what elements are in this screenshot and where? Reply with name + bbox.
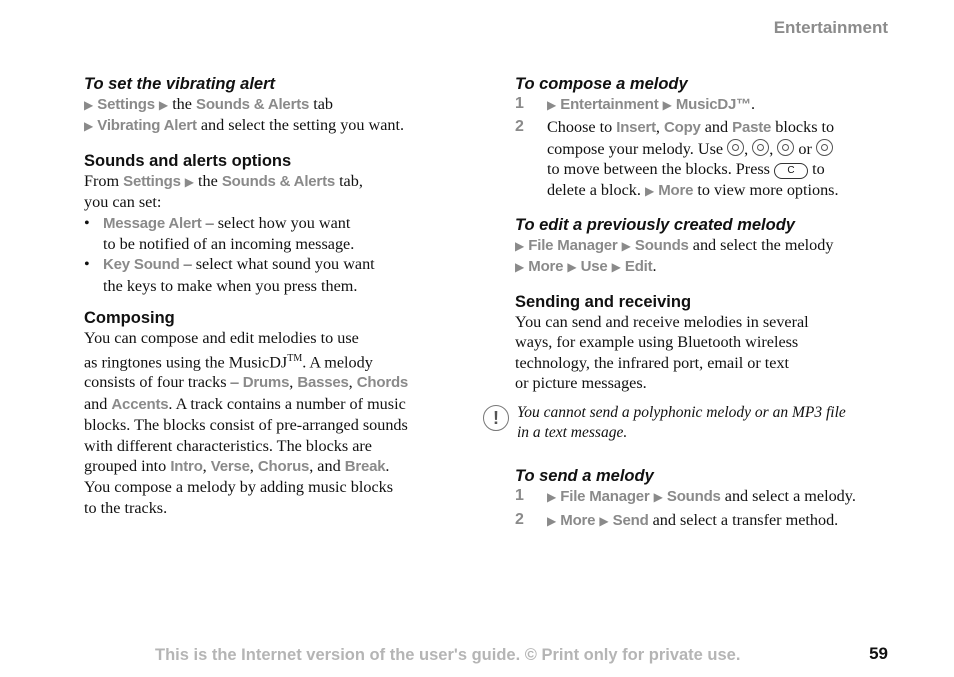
term-insert: Insert (616, 119, 656, 137)
arrow-icon: ▶ (84, 119, 94, 134)
compose-step-2: 2 Choose to Insert, Copy and Paste blocks to compose your melody. Use , , or to move between the blocks. Press C to delete a block. ▶ More to view more options. (515, 117, 890, 201)
menu-file-manager: File Manager (528, 237, 618, 255)
nav-up-icon (777, 139, 794, 156)
send-melody-heading: To send a melody (515, 467, 654, 486)
text: . A track contains a number of music (168, 394, 406, 413)
term-message-alert: Message Alert (103, 214, 202, 232)
term-chords: Chords (356, 374, 409, 392)
text: to view more options. (697, 180, 839, 199)
term-key-sound: Key Sound (103, 256, 180, 274)
options-heading: Sounds and alerts options (84, 151, 292, 170)
text: as ringtones using the MusicDJ (84, 353, 288, 372)
text: the (198, 171, 218, 190)
text: You can compose and edit melodies to use (84, 329, 359, 348)
arrow-icon: ▶ (611, 260, 621, 275)
text: delete a block. (547, 180, 641, 199)
text: You can send and receive melodies in several (515, 312, 809, 331)
text: to the tracks. (84, 498, 168, 517)
step-number: 2 (515, 118, 524, 136)
menu-edit: Edit (624, 258, 653, 276)
arrow-icon: ▶ (599, 513, 609, 528)
text: grouped into (84, 457, 167, 476)
text: – select what sound you want (183, 255, 375, 274)
note-box (483, 403, 890, 442)
menu-use: Use (580, 258, 608, 276)
arrow-icon: ▶ (547, 98, 557, 112)
text: and (84, 394, 108, 413)
footer-notice: This is the Internet version of the user's guide. © Print only for private use. (155, 646, 741, 664)
left-column (84, 74, 456, 518)
text: compose your melody. Use (547, 139, 724, 158)
term-verse: Verse (210, 458, 250, 476)
text: to (812, 160, 825, 179)
options-intro (84, 171, 456, 213)
text: and select a transfer method. (652, 510, 839, 529)
arrow-icon: ▶ (653, 490, 663, 505)
menu-musicdj: MusicDJ™ (675, 96, 751, 113)
text: and (704, 118, 729, 137)
arrow-icon: ▶ (547, 490, 557, 505)
list-item: • Message Alert – select how you want to be notified of an incoming message. (84, 213, 355, 254)
compose-heading: To compose a melody (515, 75, 688, 93)
arrow-icon: ▶ (567, 260, 577, 275)
vibrating-step-1 (84, 94, 456, 115)
text: , and (309, 457, 341, 476)
arrow-icon: ▶ (547, 513, 557, 528)
menu-send: Send (612, 511, 649, 529)
text: You compose a melody by adding music blocks (84, 478, 394, 497)
text: ways, for example using Bluetooth wireless (515, 333, 799, 352)
list-item: • Key Sound – select what sound you want the keys to make when you press them. (84, 255, 375, 295)
arrow-icon: ▶ (184, 174, 194, 189)
text: the (172, 95, 192, 113)
warning-icon: ! (483, 405, 509, 431)
menu-sounds-alerts: Sounds & Alerts (196, 96, 310, 113)
menu-sounds: Sounds (666, 488, 721, 506)
term-drums: Drums (242, 374, 290, 392)
composing-heading: Composing (84, 309, 175, 328)
menu-file-manager: File Manager (560, 488, 650, 506)
step-number: 2 (515, 510, 524, 528)
page-number: 59 (869, 644, 888, 663)
menu-vibrating-alert: Vibrating Alert (97, 117, 197, 135)
note-text: in a text message. (517, 423, 628, 441)
arrow-icon: ▶ (158, 98, 169, 112)
send-step-2 (515, 510, 890, 531)
sending-body (515, 312, 890, 394)
term-basses: Basses (297, 374, 349, 392)
note-text: You cannot send a polyphonic melody or an MP3 file (517, 404, 846, 422)
arrow-icon: ▶ (515, 239, 525, 254)
text: Choose to (547, 118, 613, 137)
menu-sounds-alerts: Sounds & Alerts (221, 172, 336, 190)
arrow-icon: ▶ (662, 98, 672, 112)
text: or picture messages. (515, 374, 647, 393)
term-intro: Intro (170, 458, 203, 476)
menu-sounds: Sounds (634, 237, 689, 255)
step-number: 1 (515, 95, 524, 112)
menu-more: More (528, 258, 564, 276)
term-chorus: Chorus (257, 458, 310, 476)
text: . A melody (302, 353, 373, 372)
term-break: Break (344, 458, 386, 476)
arrow-icon: ▶ (644, 183, 655, 198)
text: From (84, 171, 120, 190)
menu-settings: Settings (97, 96, 155, 113)
term-copy: Copy (664, 119, 701, 137)
edit-heading: To edit a previously created melody (515, 216, 795, 235)
vibrating-alert-heading: To set the vibrating alert (84, 75, 276, 93)
text: with different characteristics. The blocks are (84, 436, 372, 455)
text: you can set: (84, 193, 162, 212)
menu-entertainment: Entertainment (560, 96, 659, 113)
text: – select how you want (205, 213, 351, 232)
text: blocks. The blocks consist of pre-arranged sounds (84, 416, 408, 435)
text: to be notified of an incoming message. (103, 235, 355, 254)
text: or (798, 139, 812, 158)
term-paste: Paste (732, 119, 772, 137)
compose-step-1: 1 ▶ Entertainment ▶ MusicDJ™. (515, 94, 890, 115)
menu-more: More (658, 181, 694, 199)
section-header: Entertainment (773, 18, 888, 37)
text: and select the melody (692, 236, 834, 255)
menu-settings: Settings (123, 172, 181, 190)
c-key-icon: C (774, 163, 808, 179)
right-column (493, 74, 890, 531)
arrow-icon: ▶ (621, 239, 631, 254)
text: to move between the blocks. Press (547, 160, 770, 179)
arrow-icon: ▶ (515, 260, 525, 275)
menu-more: More (560, 511, 596, 529)
vibrating-step-2 (84, 115, 456, 136)
nav-left-icon (727, 139, 744, 156)
text: consists of four tracks – (84, 373, 239, 392)
nav-down-icon (816, 139, 833, 156)
text: and select the setting you want. (200, 116, 405, 135)
arrow-icon: ▶ (84, 98, 94, 112)
text: tab, (339, 171, 363, 190)
text: blocks to (775, 118, 835, 137)
send-step-1 (515, 486, 890, 507)
term-accents: Accents (111, 395, 169, 413)
composing-body: You can compose and edit melodies to use as ringtones using the MusicDJ™. A melody consists of four tracks – Drums, Basses, Chords and Accents. A track contains a number of music blocks. The blocks consist of pre-arranged sounds with different characteristics. The blocks are grouped into Intro, Verse, Chorus, and Break. You compose a melody by adding music blocks to the tracks. (84, 329, 409, 517)
sending-heading: Sending and receiving (515, 292, 692, 311)
text: the keys to make when you press them. (103, 276, 358, 295)
step-number: 1 (515, 487, 524, 505)
nav-right-icon (752, 139, 769, 156)
text: technology, the infrared port, email or text (515, 353, 790, 372)
edit-instructions: ▶ File Manager ▶ Sounds and select the melody ▶ More ▶ Use ▶ Edit. (515, 236, 834, 276)
trademark: TM (287, 352, 303, 364)
text: tab (313, 95, 333, 113)
text: and select a melody. (724, 487, 856, 506)
